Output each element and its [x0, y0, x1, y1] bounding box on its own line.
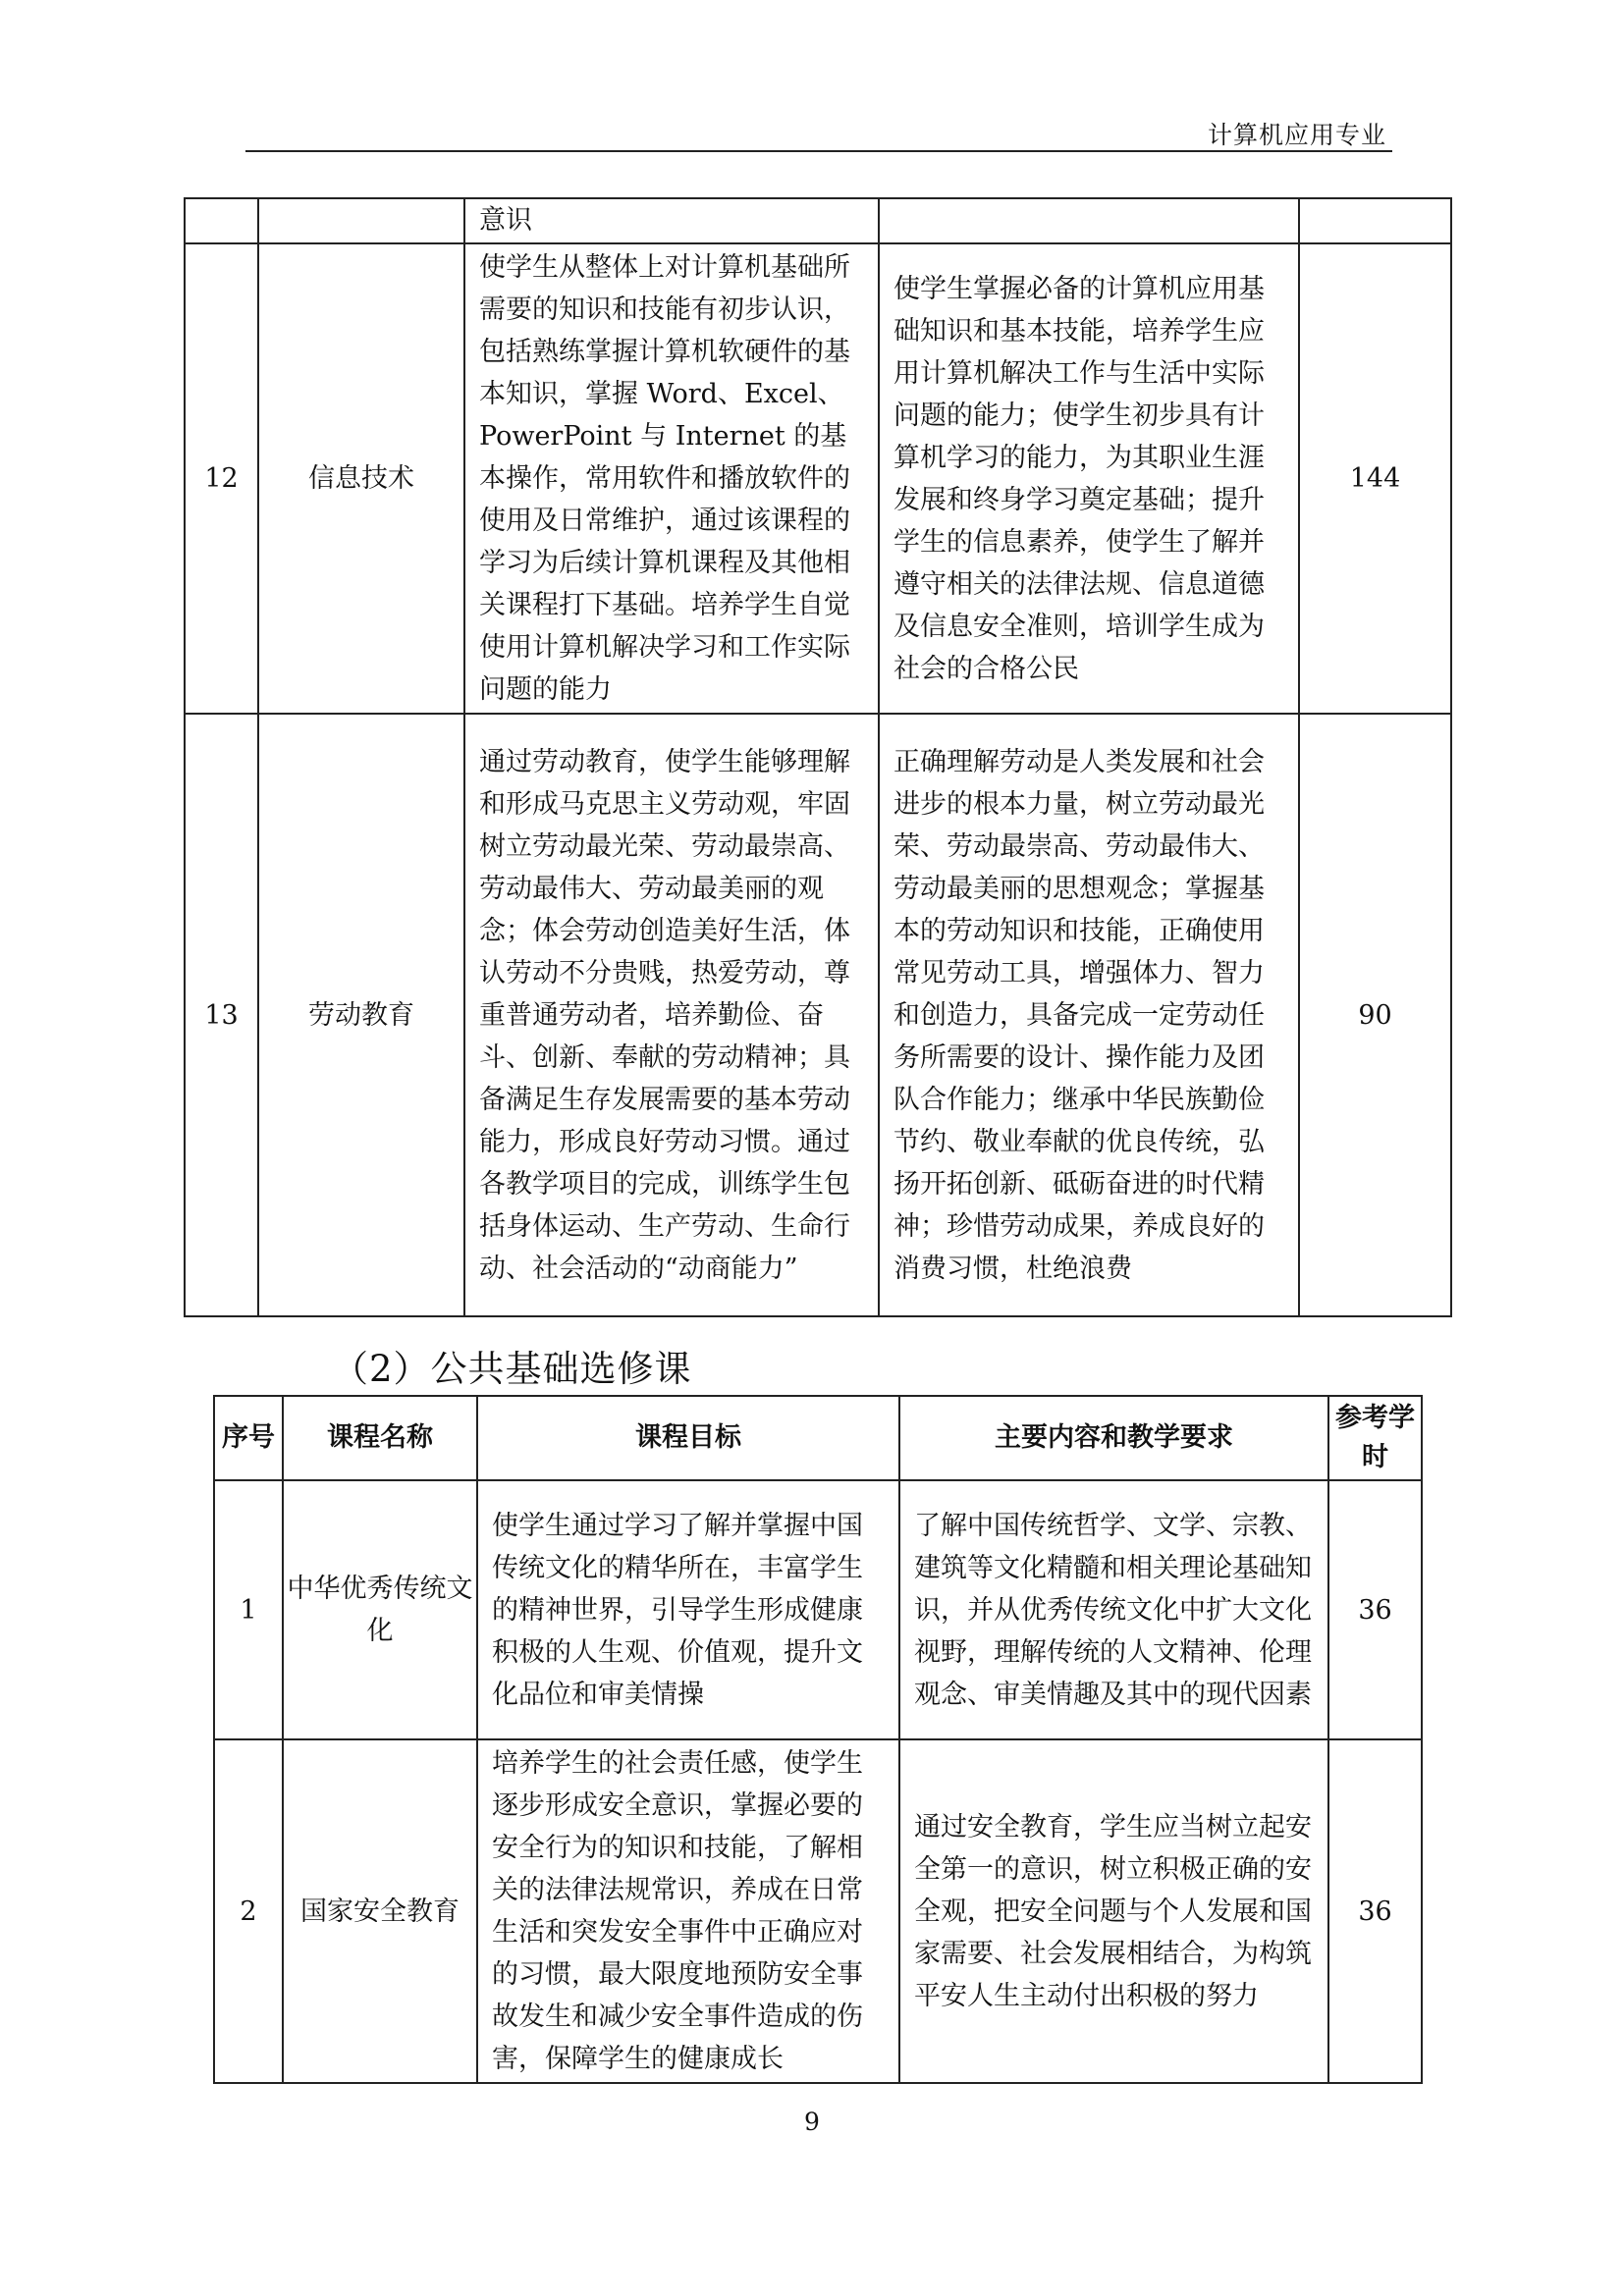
section-heading: （2）公共基础选修课	[332, 1348, 692, 1390]
page-number: 9	[804, 2108, 820, 2136]
course-requirements: 使学生掌握必备的计算机应用基础知识和基本技能，培养学生应用计算机解决工作与生活中实际问题的能力；使学生初步具有计算机学习的能力，为其职业生涯发展和终身学习奠定基础；提升学生的信息素养，使学生了解并遵守相关的法律法规、信息道德及信息安全准则，培训学生成为社会的合格公民	[879, 243, 1299, 714]
course-name: 中华优秀传统文化	[283, 1480, 477, 1739]
table-row	[185, 198, 1451, 243]
table-row	[185, 714, 1451, 1316]
course-table-required	[184, 197, 1452, 1317]
course-goal: 通过劳动教育，使学生能够理解和形成马克思主义劳动观，牢固树立劳动最光荣、劳动最崇高、劳动最伟大、劳动最美丽的观念；体会劳动创造美好生活，体认劳动不分贵贱，热爱劳动，尊重普通劳动者，培养勤俭、奋斗、创新、奉献的劳动精神；具备满足生存发展需要的基本劳动能力，形成良好劳动习惯。通过各教学项目的完成，训练学生包括身体运动、生产劳动、生命行动、社会活动的“动商能力”	[464, 714, 879, 1316]
header-no: 序号	[214, 1396, 283, 1480]
header-name: 课程名称	[283, 1396, 477, 1480]
course-goal: 使学生从整体上对计算机基础所需要的知识和技能有初步认识，包括熟练掌握计算机软硬件的基本知识，掌握 Word、Excel、PowerPoint 与 Internet 的基本操作，常用软件和播放软件的使用及日常维护，通过该课程的学习为后续计算机课程及其他相关课程打下基础。培养学生自觉使用计算机解决学习和工作实际问题的能力	[464, 243, 879, 714]
course-hours	[1299, 198, 1451, 243]
course-goal: 意识	[464, 198, 879, 243]
course-requirements: 了解中国传统哲学、文学、宗教、建筑等文化精髓和相关理论基础知识，并从优秀传统文化中扩大文化视野，理解传统的人文精神、伦理观念、审美情趣及其中的现代因素	[899, 1480, 1328, 1739]
row-number: 12	[185, 243, 258, 714]
header-requirements: 主要内容和教学要求	[899, 1396, 1328, 1480]
row-number: 2	[214, 1739, 283, 2083]
table-header-row	[214, 1396, 1422, 1480]
header-title: 计算机应用专业	[1207, 121, 1386, 149]
row-number: 1	[214, 1480, 283, 1739]
course-goal: 培养学生的社会责任感，使学生逐步形成安全意识，掌握必要的安全行为的知识和技能，了解相关的法律法规常识，养成在日常生活和突发安全事件中正确应对的习惯，最大限度地预防安全事故发生和减少安全事件造成的伤害，保障学生的健康成长	[477, 1739, 899, 2083]
course-hours: 90	[1299, 714, 1451, 1316]
course-name: 信息技术	[258, 243, 464, 714]
table-row	[214, 1739, 1422, 2083]
course-hours: 144	[1299, 243, 1451, 714]
table-row	[185, 243, 1451, 714]
course-name	[258, 198, 464, 243]
row-number	[185, 198, 258, 243]
header-goal: 课程目标	[477, 1396, 899, 1480]
course-table-elective	[213, 1395, 1423, 2084]
header-hours: 参考学时	[1328, 1396, 1422, 1480]
course-hours: 36	[1328, 1480, 1422, 1739]
course-name: 劳动教育	[258, 714, 464, 1316]
course-requirements: 正确理解劳动是人类发展和社会进步的根本力量，树立劳动最光荣、劳动最崇高、劳动最伟大、劳动最美丽的思想观念；掌握基本的劳动知识和技能，正确使用常见劳动工具，增强体力、智力和创造力，具备完成一定劳动任务所需要的设计、操作能力及团队合作能力；继承中华民族勤俭节约、敬业奉献的优良传统，弘扬开拓创新、砥砺奋进的时代精神；珍惜劳动成果，养成良好的消费习惯，杜绝浪费	[879, 714, 1299, 1316]
course-name: 国家安全教育	[283, 1739, 477, 2083]
course-goal: 使学生通过学习了解并掌握中国传统文化的精华所在，丰富学生的精神世界，引导学生形成健康积极的人生观、价值观，提升文化品位和审美情操	[477, 1480, 899, 1739]
row-number: 13	[185, 714, 258, 1316]
course-requirements: 通过安全教育，学生应当树立起安全第一的意识，树立积极正确的安全观，把安全问题与个人发展和国家需要、社会发展相结合，为构筑平安人生主动付出积极的努力	[899, 1739, 1328, 2083]
course-hours: 36	[1328, 1739, 1422, 2083]
header-divider	[245, 150, 1392, 152]
table-row	[214, 1480, 1422, 1739]
course-requirements	[879, 198, 1299, 243]
